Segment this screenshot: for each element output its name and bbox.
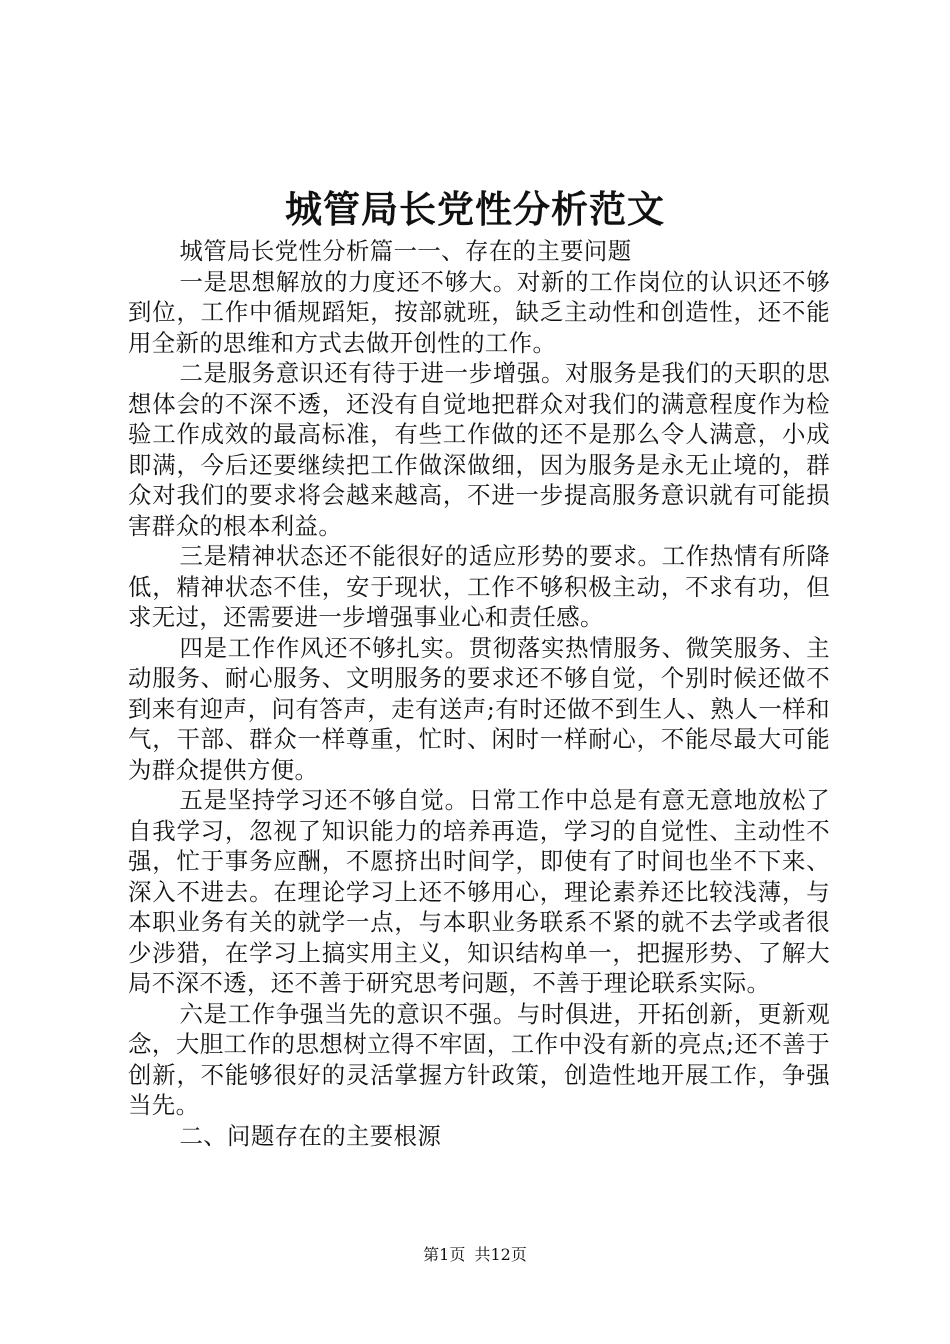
paragraph-point-four: 四是工作作风还不够扎实。贯彻落实热情服务、微笑服务、主动服务、耐心服务、文明服务的要求还不够自觉，个别时候还做不到来有迎声，问有答声，走有送声;有时还做不到生人、熟人一样和气，干部、群众一样尊重，忙时、闲时一样耐心，不能尽最大可能为群众提供方便。 <box>128 633 830 784</box>
document-title: 城管局长党性分析范文 <box>285 187 665 231</box>
paragraph-point-one: 一是思想解放的力度还不够大。对新的工作岗位的认识还不够到位，工作中循规蹈矩，按部就班，缺乏主动性和创造性，还不能用全新的思维和方式去做开创性的工作。 <box>128 267 830 357</box>
page-number: 第1页 <box>423 1245 466 1264</box>
paragraph-point-six: 六是工作争强当先的意识不强。与时俱进，开拓创新，更新观念，大胆工作的思想树立得不牢固，工作中没有新的亮点;还不善于创新，不能够很好的灵活掌握方针政策，创造性地开展工作，争强当先。 <box>128 999 830 1119</box>
paragraph-heading-problems: 城管局长党性分析篇一一、存在的主要问题 <box>179 237 632 265</box>
paragraph-point-three: 三是精神状态还不能很好的适应形势的要求。工作热情有所降低，精神状态不佳，安于现状，工作不够积极主动，不求有功，但求无过，还需要进一步增强事业心和责任感。 <box>128 542 830 631</box>
document-body <box>128 236 830 1151</box>
paragraph-point-two: 二是服务意识还有待于进一步增强。对服务是我们的天职的思想体会的不深不透，还没有自觉地把群众对我们的满意程度作为检验工作成效的最高标准，有些工作做的还不是那么令人满意，小成即满，今后还要继续把工作做深做细，因为服务是永无止境的，群众对我们的要求将会越来越高，不进一步提高服务意识就有可能损害群众的根本利益。 <box>128 359 830 540</box>
page-footer <box>0 1244 950 1266</box>
page-total: 共12页 <box>474 1245 527 1264</box>
paragraph-point-five: 五是坚持学习还不够自觉。日常工作中总是有意无意地放松了自我学习，忽视了知识能力的培养再造，学习的自觉性、主动性不强，忙于事务应酬，不愿挤出时间学，即使有了时间也坐不下来、深入不进去。在理论学习上还不够用心，理论素养还比较浅薄，与本职业务有关的就学一点，与本职业务联系不紧的就不去学或者很少涉猎，在学习上搞实用主义，知识结构单一，把握形势、了解大局不深不透，还不善于研究思考问题，不善于理论联系实际。 <box>128 786 830 997</box>
paragraph-heading-roots: 二、问题存在的主要根源 <box>179 1121 442 1150</box>
